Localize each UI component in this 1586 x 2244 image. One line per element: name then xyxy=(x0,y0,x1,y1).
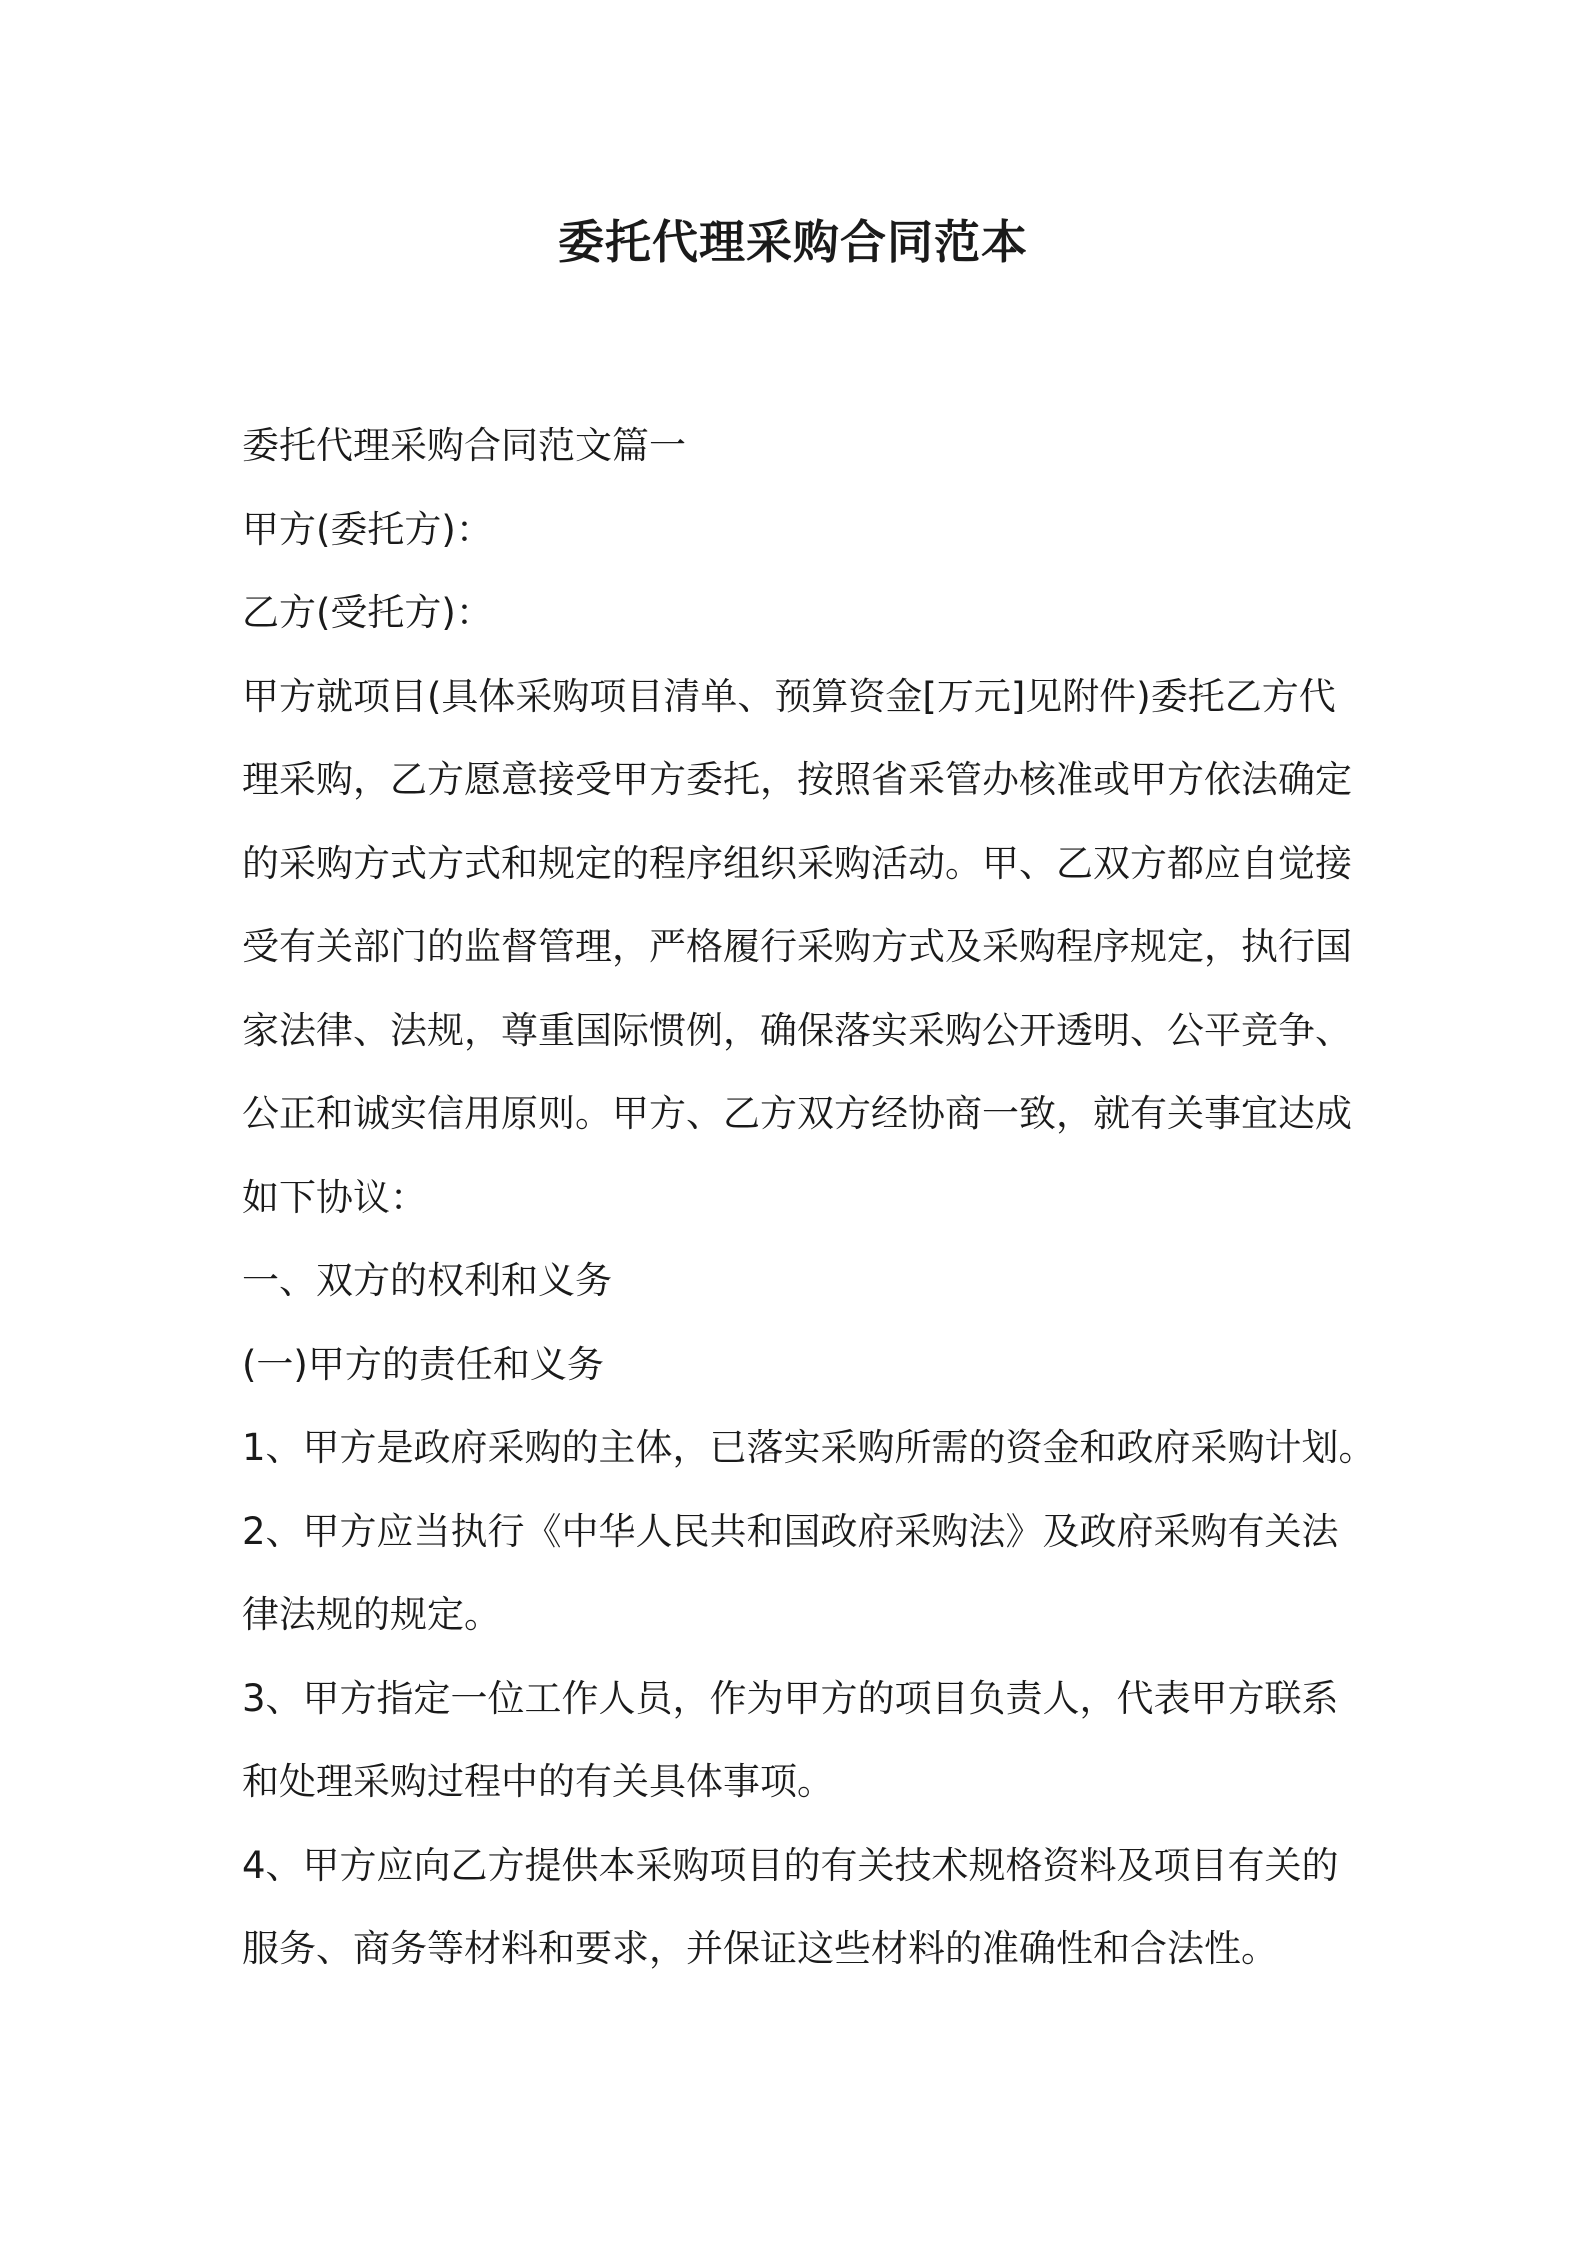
clause-item-2-cont: 律法规的规定。 xyxy=(242,1593,501,1636)
paragraph-line: 甲方就项目(具体采购项目清单、预算资金[万元]见附件)委托乙方代 xyxy=(242,674,1336,718)
document-title: 委托代理采购合同范本 xyxy=(558,215,1028,269)
party-a-field: 甲方(委托方)： xyxy=(242,507,493,551)
paragraph-line: 如下协议： xyxy=(242,1175,427,1219)
clause-heading: 一、双方的权利和义务 xyxy=(242,1259,612,1302)
clause-item-3: 3、甲方指定一位工作人员，作为甲方的项目负责人，代表甲方联系 xyxy=(242,1676,1339,1720)
paragraph-line: 受有关部门的监督管理，严格履行采购方式及采购程序规定，执行国 xyxy=(242,925,1352,968)
clause-item-3-cont: 和处理采购过程中的有关具体事项。 xyxy=(242,1760,834,1803)
clause-item-4-cont: 服务、商务等材料和要求，并保证这些材料的准确性和合法性。 xyxy=(242,1927,1278,1970)
clause-item-4: 4、甲方应向乙方提供本采购项目的有关技术规格资料及项目有关的 xyxy=(242,1843,1339,1887)
paragraph-line: 的采购方式方式和规定的程序组织采购活动。甲、乙双方都应自觉接 xyxy=(242,841,1352,885)
section-heading: 委托代理采购合同范文篇一 xyxy=(242,424,686,467)
subclause-heading: (一)甲方的责任和义务 xyxy=(242,1342,604,1386)
clause-item-1: 1、甲方是政府采购的主体，已落实采购所需的资金和政府采购计划。 xyxy=(242,1426,1376,1469)
paragraph-line: 理采购，乙方愿意接受甲方委托，按照省采管办核准或甲方依法确定 xyxy=(242,758,1352,801)
paragraph-line: 公正和诚实信用原则。甲方、乙方双方经协商一致，就有关事宜达成 xyxy=(242,1092,1352,1135)
paragraph-line: 家法律、法规，尊重国际惯例，确保落实采购公开透明、公平竞争、 xyxy=(242,1008,1352,1052)
party-b-field: 乙方(受托方)： xyxy=(242,591,493,634)
document-body xyxy=(242,404,1376,1991)
clause-item-2: 2、甲方应当执行《中华人民共和国政府采购法》及政府采购有关法 xyxy=(242,1509,1339,1553)
